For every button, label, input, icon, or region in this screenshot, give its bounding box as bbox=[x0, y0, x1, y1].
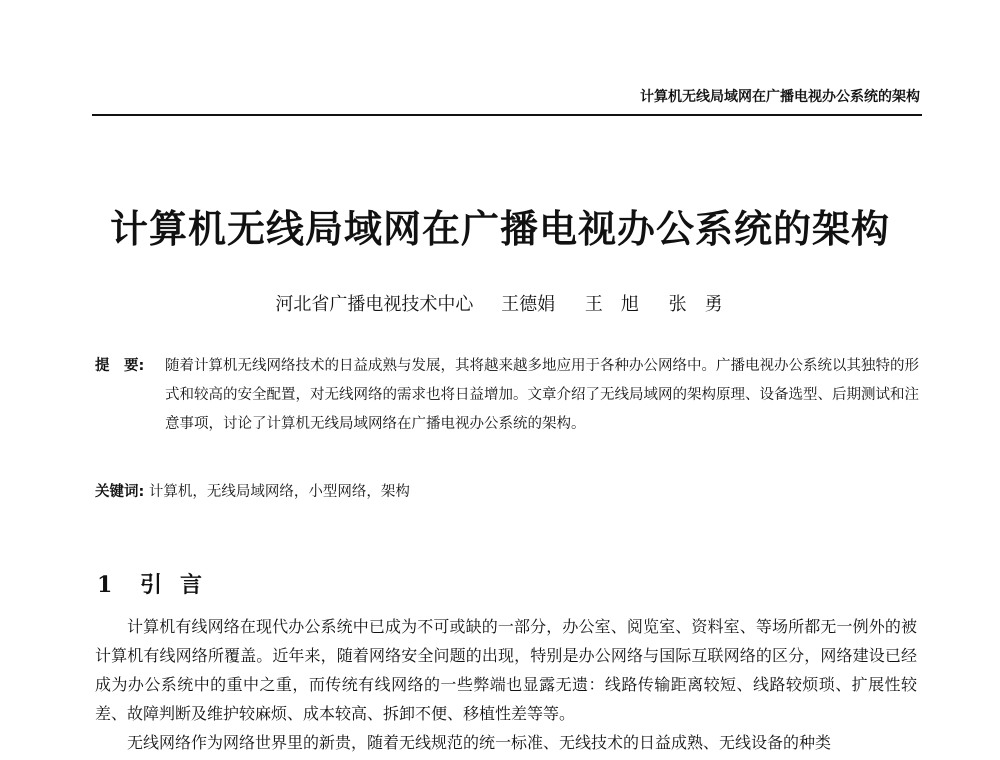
paragraph: 无线网络作为网络世界里的新贵，随着无线规范的统一标准、无线技术的日益成熟、无线设备的种类 bbox=[127, 733, 832, 752]
paper-title: 计算机无线局域网在广播电视办公系统的架构 bbox=[109, 206, 890, 251]
paragraph: 计算机有线网络在现代办公系统中已成为不可或缺的一部分，办公室、阅览室、资料室、等场所都无一例外的被计算机有线网络所覆盖。近年来，随着网络安全问题的出现，特别是办公网络与国际互联网络的区分，网络建设已经成为办公系统中的重中之重，而传统有线网络的一些弊端也显露无遗：线路传输距离较短、线路较烦琐、扩展性较差、故障判断及维护较麻烦、成本较高、拆卸不便、移植性差等等。 bbox=[95, 617, 917, 723]
author-name: 王 旭 bbox=[584, 294, 639, 315]
abstract-label: 提 要: bbox=[95, 358, 145, 374]
author-line bbox=[0, 290, 1000, 316]
body-text bbox=[95, 612, 917, 757]
keywords bbox=[95, 482, 410, 502]
abstract-text: 随着计算机无线网络技术的日益成熟与发展，其将越来越多地应用于各种办公网络中。广播电视办公系统以其独特的形式和较高的安全配置，对无线网络的需求也将日益增加。文章介绍了无线局域网的架构原理、设备选型、后期测试和注意事项，讨论了计算机无线局域网络在广播电视办公系统的架构。 bbox=[165, 358, 919, 432]
affiliation: 河北省广播电视技术中心 bbox=[275, 294, 474, 315]
running-header: 计算机无线局域网在广播电视办公系统的架构 bbox=[640, 89, 920, 105]
section-title: 引言 bbox=[139, 572, 220, 598]
author-name: 张 勇 bbox=[668, 294, 723, 315]
author-name: 王德娟 bbox=[501, 294, 556, 315]
keywords-label: 关键词: bbox=[95, 484, 145, 500]
section-number: 1 bbox=[97, 572, 113, 598]
section-heading bbox=[97, 568, 220, 599]
keywords-text: 计算机，无线局域网络，小型网络，架构 bbox=[148, 484, 410, 500]
header-rule bbox=[92, 114, 922, 116]
abstract bbox=[95, 352, 920, 439]
